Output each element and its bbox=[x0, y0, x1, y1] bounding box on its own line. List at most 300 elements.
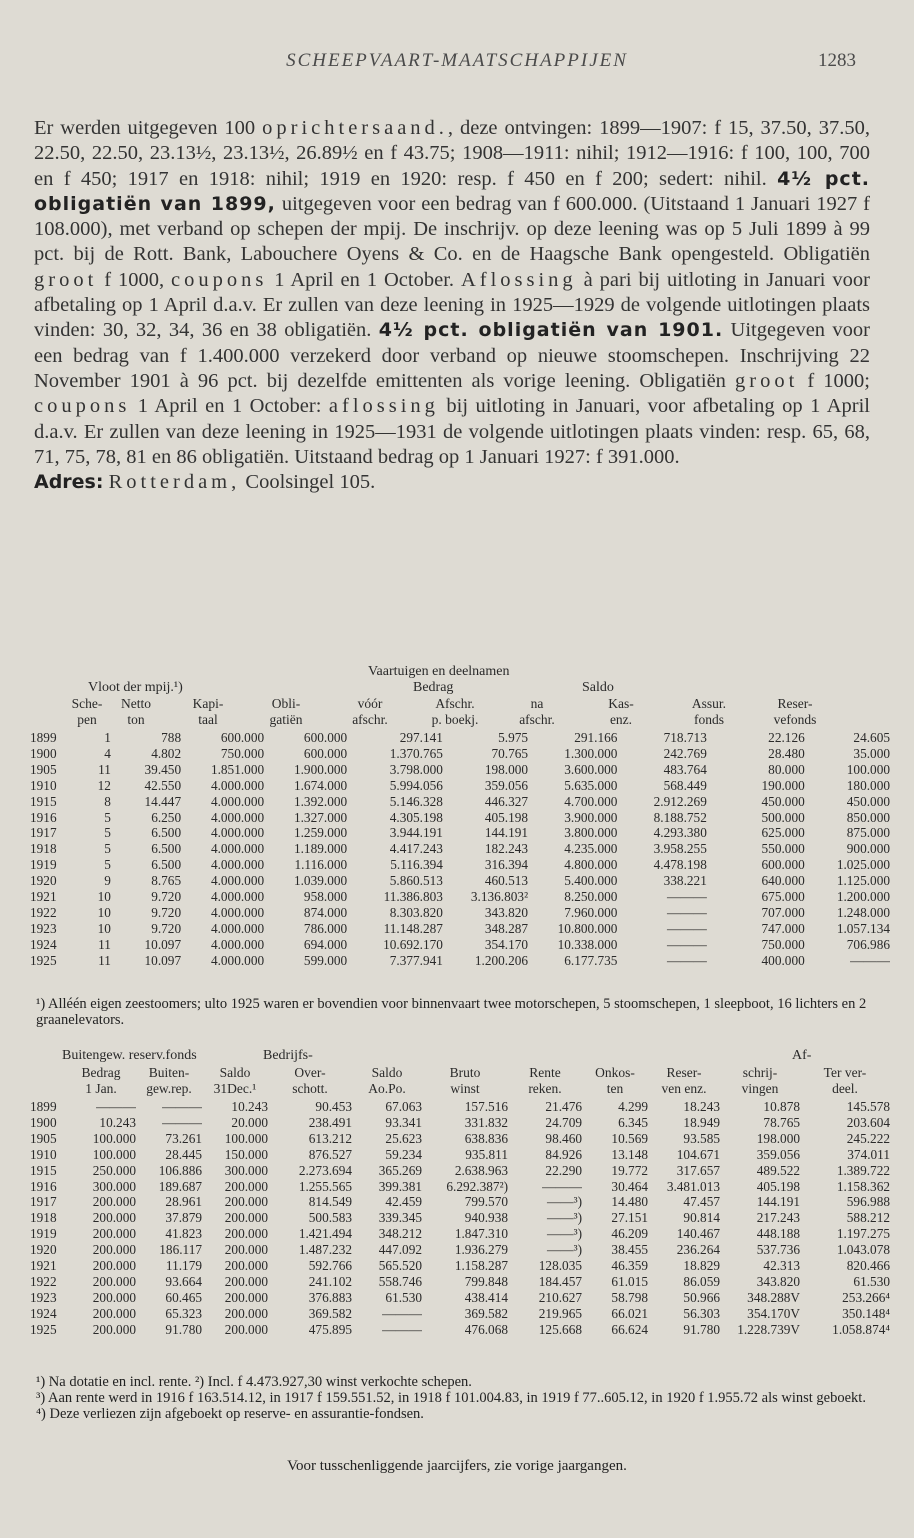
table-cell: 1.487.232 bbox=[298, 1242, 352, 1258]
text-run: à pari bij uitloting in Januari voor afbetaling op 1 April d.a.v. Er zullen van deze leening in 1925—1929 de volgende uitlotingen plaats vinden: 30, 32, 34, 36 en 38 obligatiën. bbox=[34, 268, 871, 342]
table-cell: 11 bbox=[98, 936, 111, 952]
column-header: Over- bbox=[294, 1065, 326, 1080]
table-cell: 707.000 bbox=[761, 904, 805, 920]
table-cell: 61.530 bbox=[385, 1289, 422, 1305]
column-header: Ter ver- bbox=[823, 1065, 867, 1080]
table-cell: 56.303 bbox=[683, 1305, 720, 1321]
table-row bbox=[30, 1194, 890, 1210]
table-cell: 1.259.000 bbox=[293, 825, 348, 841]
table-cell: 4.000.000 bbox=[210, 809, 265, 825]
footnote-finance-1: ¹) Na dotatie en incl. rente. ²) Incl. f 4.473.927,30 winst verkochte schepen. bbox=[36, 1374, 472, 1390]
table-cell: 1.851.000 bbox=[210, 761, 265, 777]
table-cell: 483.764 bbox=[663, 761, 707, 777]
table-cell: 958.000 bbox=[303, 889, 348, 905]
text-run: 1 April en 1 October. bbox=[267, 268, 461, 291]
table-cell: 190.000 bbox=[761, 777, 805, 793]
table-cell: 596.988 bbox=[846, 1194, 890, 1210]
table-cell: 369.582 bbox=[464, 1305, 508, 1321]
group-header-buitengew: Buitengew. reserv.fonds bbox=[62, 1048, 197, 1063]
row-year: 1916 bbox=[30, 809, 57, 825]
table-cell: 799.570 bbox=[464, 1194, 508, 1210]
table-cell: 6.500 bbox=[151, 841, 182, 857]
table-cell: ——³) bbox=[546, 1210, 582, 1226]
section-heading-1899: 4½ pct. obligatiën van 1899, bbox=[34, 167, 870, 215]
table-cell: ——— bbox=[850, 952, 890, 968]
column-header: fonds bbox=[694, 712, 724, 727]
row-year: 1917 bbox=[30, 1194, 57, 1210]
table-cell: ——³) bbox=[546, 1242, 582, 1258]
table-cell: 210.627 bbox=[538, 1289, 582, 1305]
row-year: 1920 bbox=[30, 873, 57, 889]
table-cell: 200.000 bbox=[224, 1289, 268, 1305]
table-cell: 3.798.000 bbox=[389, 761, 443, 777]
table-cell: 706.986 bbox=[846, 936, 890, 952]
row-year: 1915 bbox=[30, 793, 57, 809]
table-cell: ——— bbox=[666, 889, 707, 905]
table-cell: 475.895 bbox=[308, 1321, 352, 1337]
column-header: ten bbox=[606, 1081, 624, 1096]
table-cell: 359.056 bbox=[756, 1146, 800, 1162]
table-cell: 600.000 bbox=[303, 730, 348, 745]
table-cell: 718.713 bbox=[663, 730, 707, 745]
table-cell: ——— bbox=[382, 1321, 422, 1337]
column-header: Sche- bbox=[71, 696, 103, 711]
table-cell: 613.212 bbox=[308, 1130, 352, 1146]
column-header: reken. bbox=[528, 1081, 562, 1096]
table-cell: 93.585 bbox=[683, 1130, 720, 1146]
table-cell: 4.000.000 bbox=[210, 952, 265, 968]
table-cell: 200.000 bbox=[92, 1321, 136, 1337]
row-year: 1899 bbox=[30, 1099, 57, 1114]
spaced-term: groot bbox=[34, 268, 98, 291]
table-cell: 8.303.820 bbox=[389, 904, 443, 920]
column-header: 1 Jan. bbox=[85, 1081, 117, 1096]
text-run: f 1000; bbox=[798, 369, 870, 392]
column-header: winst bbox=[450, 1081, 480, 1096]
table-row bbox=[30, 1115, 890, 1131]
table-cell: 4.000.000 bbox=[210, 904, 265, 920]
row-year: 1921 bbox=[30, 1258, 57, 1274]
row-year: 1916 bbox=[30, 1178, 57, 1194]
row-year: 1921 bbox=[30, 889, 57, 905]
table-cell: 317.657 bbox=[676, 1162, 720, 1178]
column-header: pen bbox=[77, 712, 97, 727]
table-cell: 198.000 bbox=[484, 761, 529, 777]
column-header: deel. bbox=[832, 1081, 858, 1096]
table-cell: 24.605 bbox=[853, 730, 890, 745]
table-cell: 6.177.735 bbox=[564, 952, 618, 968]
table-cell: 238.491 bbox=[308, 1114, 352, 1130]
table-cell: 11.148.287 bbox=[383, 920, 443, 936]
table-cell: 1.200.206 bbox=[474, 952, 529, 968]
table-cell: 875.000 bbox=[846, 825, 890, 841]
table-cell: 90.814 bbox=[683, 1210, 720, 1226]
table-cell: 7.960.000 bbox=[564, 904, 618, 920]
table-cell: 9.720 bbox=[151, 889, 182, 905]
table-cell: 42.313 bbox=[763, 1258, 800, 1274]
table-cell: 3.481.013 bbox=[666, 1178, 720, 1194]
table-cell: 200.000 bbox=[224, 1210, 268, 1226]
table-cell: 200.000 bbox=[92, 1305, 136, 1321]
spaced-term: coupons bbox=[171, 268, 268, 291]
column-header: Reser- bbox=[666, 1065, 702, 1080]
final-note: Voor tusschenliggende jaarcijfers, zie vorige jaargangen. bbox=[287, 1458, 627, 1474]
table-cell: 10 bbox=[97, 889, 111, 905]
table-cell: 1.189.000 bbox=[293, 841, 348, 857]
row-year: 1924 bbox=[30, 936, 57, 952]
row-year: 1919 bbox=[30, 1226, 57, 1242]
table-cell: 11.386.803 bbox=[383, 889, 443, 905]
table-cell: 1.327.000 bbox=[293, 809, 348, 825]
table-cell: 200.000 bbox=[92, 1242, 136, 1258]
table-cell: 73.261 bbox=[165, 1130, 202, 1146]
column-header: 31Dec.¹ bbox=[213, 1081, 257, 1096]
finance-table bbox=[30, 1099, 890, 1338]
table-cell: 200.000 bbox=[224, 1321, 268, 1337]
table-cell: 6.250 bbox=[151, 809, 182, 825]
table-cell: ——— bbox=[96, 1099, 136, 1114]
table-cell: 786.000 bbox=[303, 920, 348, 936]
table-row bbox=[30, 810, 890, 826]
table-cell: 18.949 bbox=[683, 1114, 720, 1130]
table-cell: 182.243 bbox=[484, 841, 529, 857]
table-cell: 13.148 bbox=[611, 1146, 648, 1162]
table-row bbox=[30, 1179, 890, 1195]
table-cell: 21.476 bbox=[545, 1099, 582, 1114]
table-cell: 38.455 bbox=[611, 1242, 648, 1258]
table-cell: 4 bbox=[104, 745, 111, 761]
table-cell: 343.820 bbox=[756, 1273, 800, 1289]
table-cell: 1.300.000 bbox=[564, 745, 618, 761]
table-cell: 1.025.000 bbox=[836, 857, 890, 873]
table-cell: 1.389.722 bbox=[836, 1162, 890, 1178]
text-run: f 1000, bbox=[97, 268, 172, 291]
table-cell: 242.769 bbox=[663, 745, 707, 761]
table-cell: 291.166 bbox=[574, 730, 618, 745]
table-cell: 125.668 bbox=[538, 1321, 582, 1337]
group-header-bedrag: Bedrag bbox=[413, 680, 454, 695]
table-cell: 1.255.565 bbox=[298, 1178, 352, 1194]
column-header: vefonds bbox=[773, 712, 817, 727]
table-cell: 900.000 bbox=[846, 841, 890, 857]
table-row bbox=[30, 953, 890, 969]
table-cell: 24.709 bbox=[545, 1114, 582, 1130]
table-cell: 60.465 bbox=[165, 1289, 202, 1305]
table-row bbox=[30, 857, 890, 873]
table-cell: 100.000 bbox=[846, 761, 890, 777]
table-cell: 592.766 bbox=[308, 1258, 352, 1274]
table-cell: 200.000 bbox=[224, 1194, 268, 1210]
table-cell: 365.269 bbox=[378, 1162, 422, 1178]
table-cell: 100.000 bbox=[92, 1130, 136, 1146]
table-cell: 1.228.739V bbox=[737, 1321, 800, 1337]
table-cell: 5.994.056 bbox=[389, 777, 443, 793]
table-row bbox=[30, 825, 890, 841]
table-cell: ——— bbox=[382, 1305, 422, 1321]
table-cell: 5.975 bbox=[498, 730, 529, 745]
table-cell: 1.197.275 bbox=[836, 1226, 890, 1242]
row-year: 1900 bbox=[30, 1114, 57, 1130]
table-cell: 145.578 bbox=[846, 1099, 890, 1114]
column-header: Bruto bbox=[449, 1065, 481, 1080]
column-header: Saldo bbox=[371, 1065, 403, 1080]
table-cell: 8.765 bbox=[151, 873, 182, 889]
table-cell: 6.500 bbox=[151, 825, 182, 841]
table-cell: 10.338.000 bbox=[557, 936, 618, 952]
table-cell: 11.179 bbox=[165, 1258, 202, 1274]
column-header: Bedrag bbox=[81, 1065, 121, 1080]
table-cell: 104.671 bbox=[676, 1146, 720, 1162]
spaced-term: coupons bbox=[34, 395, 131, 418]
table-row bbox=[30, 1290, 890, 1306]
table-row bbox=[30, 1274, 890, 1290]
fleet-table bbox=[30, 730, 890, 969]
table-row bbox=[30, 778, 890, 794]
fleet-table-block bbox=[30, 664, 890, 994]
table-cell: 41.823 bbox=[165, 1226, 202, 1242]
column-header: Saldo bbox=[219, 1065, 251, 1080]
table-cell: 200.000 bbox=[92, 1226, 136, 1242]
table-cell: 694.000 bbox=[303, 936, 348, 952]
table-cell: 198.000 bbox=[756, 1130, 800, 1146]
table-cell: ——— bbox=[162, 1099, 202, 1114]
footnote-fleet: ¹) Alléén eigen zeestoomers; ulto 1925 waren er bovendien voor binnenvaart twee motorschepen, 5 stoomschepen, 1 sleepboot, 16 lichters en 2 graanelevators. bbox=[36, 996, 867, 1028]
table-cell: 348.288V bbox=[747, 1289, 800, 1305]
table-cell: 399.381 bbox=[378, 1178, 422, 1194]
column-header: vingen bbox=[741, 1081, 779, 1096]
table-cell: 489.522 bbox=[756, 1162, 800, 1178]
column-header: gew.rep. bbox=[146, 1081, 192, 1096]
table-cell: 200.000 bbox=[92, 1273, 136, 1289]
table-cell: 460.513 bbox=[484, 873, 529, 889]
column-header: Reser- bbox=[777, 696, 813, 711]
row-year: 1917 bbox=[30, 825, 57, 841]
table-cell: 1.370.765 bbox=[389, 745, 443, 761]
row-year: 1925 bbox=[30, 952, 57, 968]
table-cell: 4.299 bbox=[618, 1099, 648, 1114]
table-cell: 66.021 bbox=[611, 1305, 648, 1321]
row-year: 1899 bbox=[30, 730, 57, 745]
footnote-finance-2: ³) Aan rente werd in 1916 f 163.514.12, in 1917 f 159.551.52, in 1918 f 101.004.83, in 1919 f 77..605.12, in 1920 f 1.955.72 als winst geboekt. ⁴) Deze verliezen zijn afgeboekt op reserve- en assurantie-fondsen. bbox=[36, 1390, 866, 1422]
table-cell: 70.765 bbox=[491, 745, 529, 761]
table-cell: 348.287 bbox=[484, 920, 529, 936]
table-cell: 1.043.078 bbox=[836, 1242, 890, 1258]
table-cell: 66.624 bbox=[611, 1321, 648, 1337]
table-cell: 537.736 bbox=[756, 1242, 800, 1258]
table-cell: 568.449 bbox=[663, 777, 707, 793]
table-cell: 10.243 bbox=[231, 1099, 268, 1114]
column-header: ton bbox=[127, 712, 145, 727]
table-row bbox=[30, 1258, 890, 1274]
table-cell: 200.000 bbox=[224, 1258, 268, 1274]
table-cell: 350.148⁴ bbox=[842, 1305, 890, 1321]
table-cell: 200.000 bbox=[92, 1289, 136, 1305]
table-cell: 4.000.000 bbox=[210, 841, 265, 857]
table-cell: 253.266⁴ bbox=[842, 1289, 890, 1305]
table-cell: 22.290 bbox=[545, 1162, 582, 1178]
table-cell: 11 bbox=[98, 952, 111, 968]
table-cell: 6.500 bbox=[151, 857, 182, 873]
table-cell: 28.961 bbox=[165, 1194, 202, 1210]
table-cell: 599.000 bbox=[303, 952, 348, 968]
body-text bbox=[34, 116, 870, 495]
table-cell: 59.234 bbox=[385, 1146, 422, 1162]
table-cell: 78.765 bbox=[763, 1114, 800, 1130]
table-cell: 874.000 bbox=[303, 904, 348, 920]
table-cell: 814.549 bbox=[308, 1194, 352, 1210]
table-cell: 200.000 bbox=[224, 1242, 268, 1258]
table-cell: 2.273.694 bbox=[298, 1162, 352, 1178]
row-year: 1905 bbox=[30, 1130, 57, 1146]
table-cell: 10.097 bbox=[144, 952, 182, 968]
row-year: 1919 bbox=[30, 857, 57, 873]
table-cell: 850.000 bbox=[846, 809, 890, 825]
table-cell: 18.829 bbox=[683, 1258, 720, 1274]
table-cell: 565.520 bbox=[378, 1258, 422, 1274]
table-cell: 186.117 bbox=[159, 1242, 202, 1258]
table-cell: 7.377.941 bbox=[389, 952, 443, 968]
table-cell: 200.000 bbox=[92, 1210, 136, 1226]
group-header-bedrijfs: Bedrijfs- bbox=[263, 1048, 313, 1063]
table-cell: 200.000 bbox=[224, 1226, 268, 1242]
table-cell: 1.039.000 bbox=[293, 873, 348, 889]
table-cell: 4.000.000 bbox=[210, 920, 265, 936]
table-row bbox=[30, 730, 890, 746]
table-row bbox=[30, 1322, 890, 1338]
table-cell: ——— bbox=[666, 920, 707, 936]
column-header: schott. bbox=[292, 1081, 328, 1096]
table-cell: 600.000 bbox=[303, 745, 348, 761]
table-cell: 47.457 bbox=[683, 1194, 720, 1210]
table-cell: 4.000.000 bbox=[210, 857, 265, 873]
table-cell: 4.000.000 bbox=[210, 793, 265, 809]
table-cell: 5.635.000 bbox=[564, 777, 618, 793]
table-cell: 106.886 bbox=[158, 1162, 202, 1178]
table-cell: 10 bbox=[97, 920, 111, 936]
table-cell: ——— bbox=[666, 904, 707, 920]
table-cell: 447.092 bbox=[378, 1242, 422, 1258]
table-cell: 600.000 bbox=[761, 857, 805, 873]
table-cell: 58.798 bbox=[611, 1289, 648, 1305]
table-cell: 5.400.000 bbox=[564, 873, 618, 889]
table-cell: 9 bbox=[104, 873, 111, 889]
table-cell: 297.141 bbox=[399, 730, 443, 745]
row-year: 1918 bbox=[30, 841, 57, 857]
table-cell: 28.445 bbox=[165, 1146, 202, 1162]
table-cell: 90.453 bbox=[315, 1099, 352, 1114]
table-row bbox=[30, 1226, 890, 1242]
row-year: 1923 bbox=[30, 1289, 57, 1305]
table-cell: ——³) bbox=[546, 1194, 582, 1210]
table-cell: 820.466 bbox=[846, 1258, 890, 1274]
table-cell: 8.188.752 bbox=[653, 809, 707, 825]
table-cell: 625.000 bbox=[761, 825, 805, 841]
finance-table-block bbox=[30, 1048, 890, 1364]
column-header: Buiten- bbox=[148, 1065, 190, 1080]
table-cell: 1.847.310 bbox=[454, 1226, 508, 1242]
column-header: ven enz. bbox=[661, 1081, 707, 1096]
table-row bbox=[30, 841, 890, 857]
section-heading-1901: 4½ pct. obligatiën van 1901. bbox=[378, 319, 724, 342]
table-cell: 405.198 bbox=[484, 809, 529, 825]
table-cell: 80.000 bbox=[768, 761, 805, 777]
table-cell: 20.000 bbox=[231, 1114, 268, 1130]
table-cell: 46.209 bbox=[611, 1226, 648, 1242]
column-header: gatiën bbox=[269, 712, 303, 727]
row-year: 1922 bbox=[30, 904, 57, 920]
table-cell: 100.000 bbox=[224, 1130, 268, 1146]
row-year: 1905 bbox=[30, 761, 57, 777]
table-cell: 1.200.000 bbox=[836, 889, 890, 905]
table-cell: 374.011 bbox=[847, 1146, 890, 1162]
row-year: 1920 bbox=[30, 1242, 57, 1258]
table-cell: 558.746 bbox=[378, 1273, 422, 1289]
table-row bbox=[30, 1210, 890, 1226]
table-cell: 35.000 bbox=[853, 745, 890, 761]
table-cell: 640.000 bbox=[761, 873, 805, 889]
table-cell: 28.480 bbox=[768, 745, 805, 761]
table-row bbox=[30, 1147, 890, 1163]
table-cell: 6.345 bbox=[618, 1114, 648, 1130]
table-cell: 300.000 bbox=[92, 1178, 136, 1194]
text-run: , deze ontvingen: 1899—1907: f 15, 37.50, 37.50, 22.50, 22.50, 23.13½, 23.13½, 26.89½ en f 43.75; 1908—1911: nihil; 1912—1916: f 100, 100, 700 en f 450; 1917 en 1918: nihil; 1919 en 1920: resp. f 450 en f 200; sedert: nihil. bbox=[34, 117, 870, 190]
table-cell: 5.146.328 bbox=[389, 793, 443, 809]
table-cell: 588.212 bbox=[846, 1210, 890, 1226]
table-cell: 4.478.198 bbox=[653, 857, 707, 873]
table-cell: ——³) bbox=[546, 1226, 582, 1242]
table-cell: ——— bbox=[162, 1114, 202, 1130]
table-cell: 5.860.513 bbox=[389, 873, 443, 889]
table-cell: 84.926 bbox=[545, 1146, 582, 1162]
group-header-af: Af- bbox=[792, 1048, 812, 1063]
table-cell: 203.604 bbox=[846, 1114, 890, 1130]
table-cell: 1.936.279 bbox=[454, 1242, 508, 1258]
table-cell: 61.015 bbox=[611, 1273, 648, 1289]
table-cell: 446.327 bbox=[484, 793, 529, 809]
table-cell: 1.248.000 bbox=[836, 904, 890, 920]
table-cell: 12 bbox=[97, 777, 111, 793]
table-cell: 46.359 bbox=[611, 1258, 648, 1274]
table-cell: 400.000 bbox=[761, 952, 805, 968]
table-cell: 376.883 bbox=[308, 1289, 352, 1305]
table-row bbox=[30, 937, 890, 953]
table-cell: 1.392.000 bbox=[293, 793, 348, 809]
group-header-vloot: Vloot der mpij.¹) bbox=[88, 680, 183, 695]
table-cell: 876.527 bbox=[308, 1146, 352, 1162]
table-cell: 245.222 bbox=[846, 1130, 890, 1146]
table-cell: 67.063 bbox=[385, 1099, 422, 1114]
table-cell: 3.900.000 bbox=[564, 809, 618, 825]
row-year: 1910 bbox=[30, 777, 57, 793]
table-cell: 200.000 bbox=[224, 1178, 268, 1194]
table-row bbox=[30, 762, 890, 778]
table-cell: 5.116.394 bbox=[390, 857, 443, 873]
row-year: 1923 bbox=[30, 920, 57, 936]
table-cell: 343.820 bbox=[484, 904, 529, 920]
table-cell: 42.550 bbox=[144, 777, 182, 793]
table-cell: 339.345 bbox=[378, 1210, 422, 1226]
table-row bbox=[30, 1163, 890, 1179]
column-header: taal bbox=[198, 712, 218, 727]
table-cell: 39.450 bbox=[144, 761, 182, 777]
table-cell: 50.966 bbox=[683, 1289, 720, 1305]
table-cell: 1.674.000 bbox=[293, 777, 348, 793]
table-cell: 10.243 bbox=[99, 1114, 136, 1130]
page-number: 1283 bbox=[818, 50, 856, 71]
table-cell: 4.000.000 bbox=[210, 825, 265, 841]
spaced-term: aflossing bbox=[328, 395, 439, 418]
column-header: enz. bbox=[609, 712, 633, 727]
